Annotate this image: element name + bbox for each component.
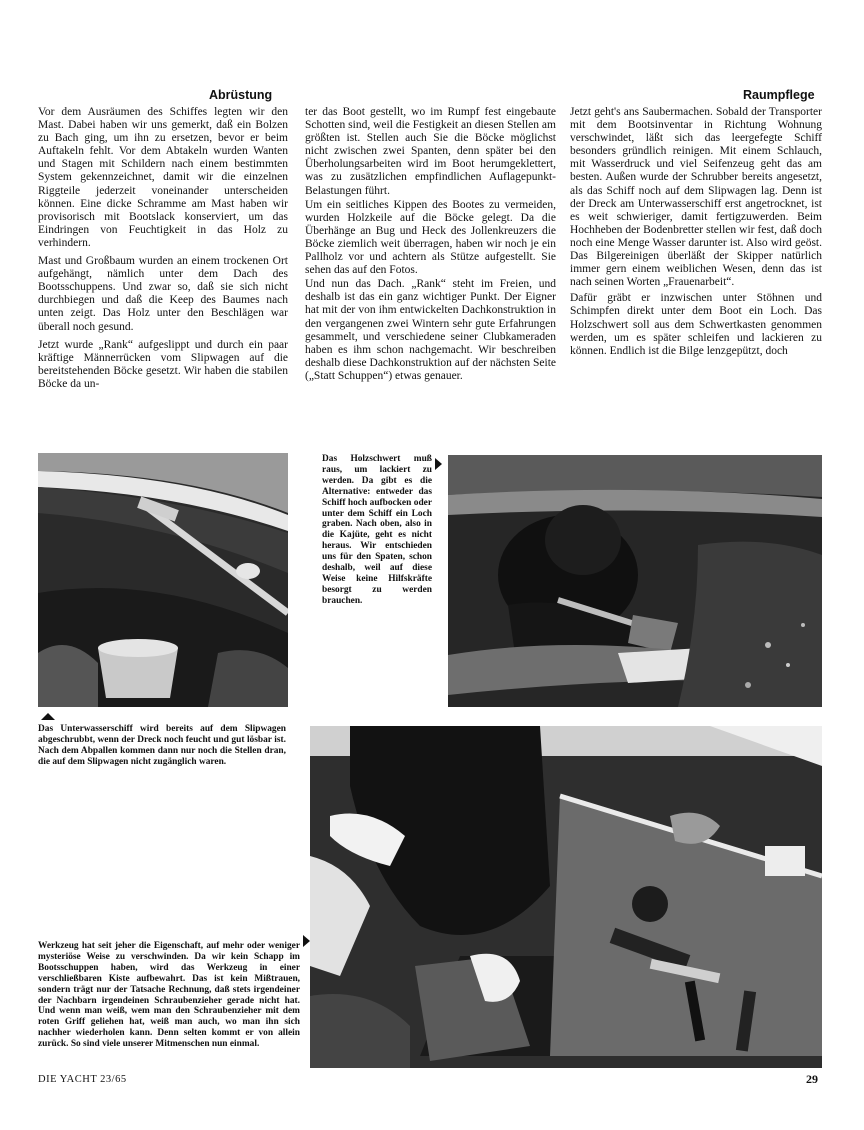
- paragraph: Dafür gräbt er inzwischen unter Stöhnen und Schimpfen direkt unter dem Boot ein Loch. Das Holzschwert soll aus dem Schwertkasten genommen werden, um es später schleifen und lackieren zu können. Endlich ist die Bilge lenzgepützt, doch: [570, 292, 822, 357]
- text-column-1: [38, 106, 288, 396]
- paragraph: ter das Boot gestellt, wo im Rumpf fest eingebaute Schotten sind, weil die Festigkeit an diesen Stellen am größten ist. Stellen auch Sie die Böcke möglichst nicht zwischen zwei Spanten, denn später bei den Überholungsarbeiten wird im Boot herumgeklettert, was zu zusätzlichen empfindlichen Auflagepunkt-Belastungen führt.: [305, 106, 556, 197]
- heading-raumpflege: Raumpflege: [743, 88, 815, 102]
- caption-arrow-right-icon: [303, 935, 310, 947]
- caption-holzschwert: Das Holzschwert muß raus, um lackiert zu werden. Da gibt es die Alternative: entweder das Schiff hoch aufbocken oder unter dem Schiff ein Loch graben. Nach oben, also in die Kajüte, geht es nicht heraus. Wir entschieden uns für den Spaten, schon deshalb, weil auf diese Weise keine Hilfskräfte besorgt zu werden brauchen.: [322, 454, 432, 606]
- paragraph: Jetzt geht's ans Saubermachen. Sobald der Transporter mit dem Bootsinventar in Richtung Wohnung verschwindet, läßt sich das leergefegte Schiff besonders gründlich reinigen. Mit einem Schlauch, mit Wasserdruck und viel Seifenzeug geht das am besten. Außen wurde der Schrubber bereits angesetzt, als das Schiff noch auf dem Slipwagen lag. Denn ist der Dreck am Unterwasserschiff erst angetrocknet, ist es weit schwieriger, damit fertigzuwerden. Beim Hochheben der Bodenbretter stellen wir fest, daß doch noch eine Menge Wasser darunter ist. Also wird geöst. Das Bilgereinigen überläßt der Skipper natürlich immer gern einem weiblichen Wesen, denn das ist nach seinen Worten „Frauenarbeit“.: [570, 106, 822, 289]
- photo-digging-hole: [448, 455, 822, 707]
- footer-publication: DIE YACHT 23/65: [38, 1074, 127, 1085]
- photo-toolbox: [310, 726, 822, 1068]
- caption-unterwasserschiff: Das Unterwasserschiff wird bereits auf dem Slipwagen abgeschrubbt, wenn der Dreck noch feucht und gut lösbar ist. Nach dem Abpallen kommen dann nur noch die Stellen dran, die auf dem Slipwagen nicht zugänglich waren.: [38, 724, 286, 767]
- caption-werkzeug: Werkzeug hat seit jeher die Eigenschaft, auf mehr oder weniger mysteriöse Weise zu verschwinden. Da wir kein Schapp im Bootsschuppen haben, wird das Werkzeug in einer verschließbaren Kiste aufbewahrt. Das ist kein Mißtrauen, sondern trägt nur der Tatsache Rechnung, daß stets irgendeiner der Nachbarn irgendeinen Schraubenzieher gerade nicht hat. Und wenn man weiß, wem man den Schraubenzieher mit dem roten Griff geliehen hat, weiß man auch, wo man ihn sich nachher wiederholen kann. Denn selten kommt er von allein zurück. So sind viele unserer Mitmenschen nun einmal.: [38, 941, 300, 1050]
- paragraph: Und nun das Dach. „Rank“ steht im Freien, und deshalb ist das ein ganz wichtiger Punkt. Der Eigner hat mit der von ihm entwickelten Dachkonstruktion in den vergangenen zwei Wintern sehr gute Erfahrungen gesammelt, und verschiedene seiner Clubkameraden haben es ihm schon nachgemacht. Wir beschreiben deshalb diese Dachkonstruktion auf der nächsten Seite („Statt Schuppen“) etwas genauer.: [305, 278, 557, 382]
- caption-arrow-up-icon: [41, 713, 55, 720]
- paragraph: Um ein seitliches Kippen des Bootes zu vermeiden, wurden Holzkeile auf die Böcke gelegt. Da die Überhänge an Bug und Heck des Jollenkreuzers die Böcke ziemlich weit überragen, haben wir noch je ein Pallholz vor und achtern als Stütze aufgestellt. Sie sehen das auf den Fotos.: [305, 198, 556, 277]
- caption-arrow-right-icon: [435, 458, 442, 470]
- text-column-2: [305, 106, 556, 388]
- paragraph: Vor dem Ausräumen des Schiffes legten wir den Mast. Dabei haben wir uns gemerkt, daß ein Bolzen zu Bach ging, um ihn zu ersetzen, bevor er beim Auftakeln fehlt. Vor dem Abtakeln wurden Wanten und Stagen mit Schildern nach einem bestimmten System gekennzeichnet, damit wir die einzelnen Riggteile jederzeit voneinander unterscheiden können. Eine dicke Schramme am Mast haben wir provisorisch mit Bootslack konserviert, um das Eindringen von Feuchtigkeit in das Holz zu verhindern.: [38, 106, 288, 249]
- paragraph: Jetzt wurde „Rank“ aufgeslippt und durch ein paar kräftige Männerrücken vom Slipwagen auf die bereitstehenden Böcke gesetzt. Wir haben die stabilen Böcke da un-: [38, 338, 288, 390]
- paragraph: Mast und Großbaum wurden an einem trockenen Ort aufgehängt, nämlich unter dem Dach des Bootsschuppens. Und zwar so, daß sie sich nicht durchbiegen und daß die Keep des Baumes nach unten zeigt. Das Holz unter den Beschlägen war überall noch gesund.: [38, 255, 288, 333]
- text-column-3: [570, 106, 822, 363]
- page-number: 29: [806, 1072, 818, 1086]
- photo-scrubbing-hull: [38, 453, 288, 707]
- heading-abruestung: Abrüstung: [209, 88, 273, 102]
